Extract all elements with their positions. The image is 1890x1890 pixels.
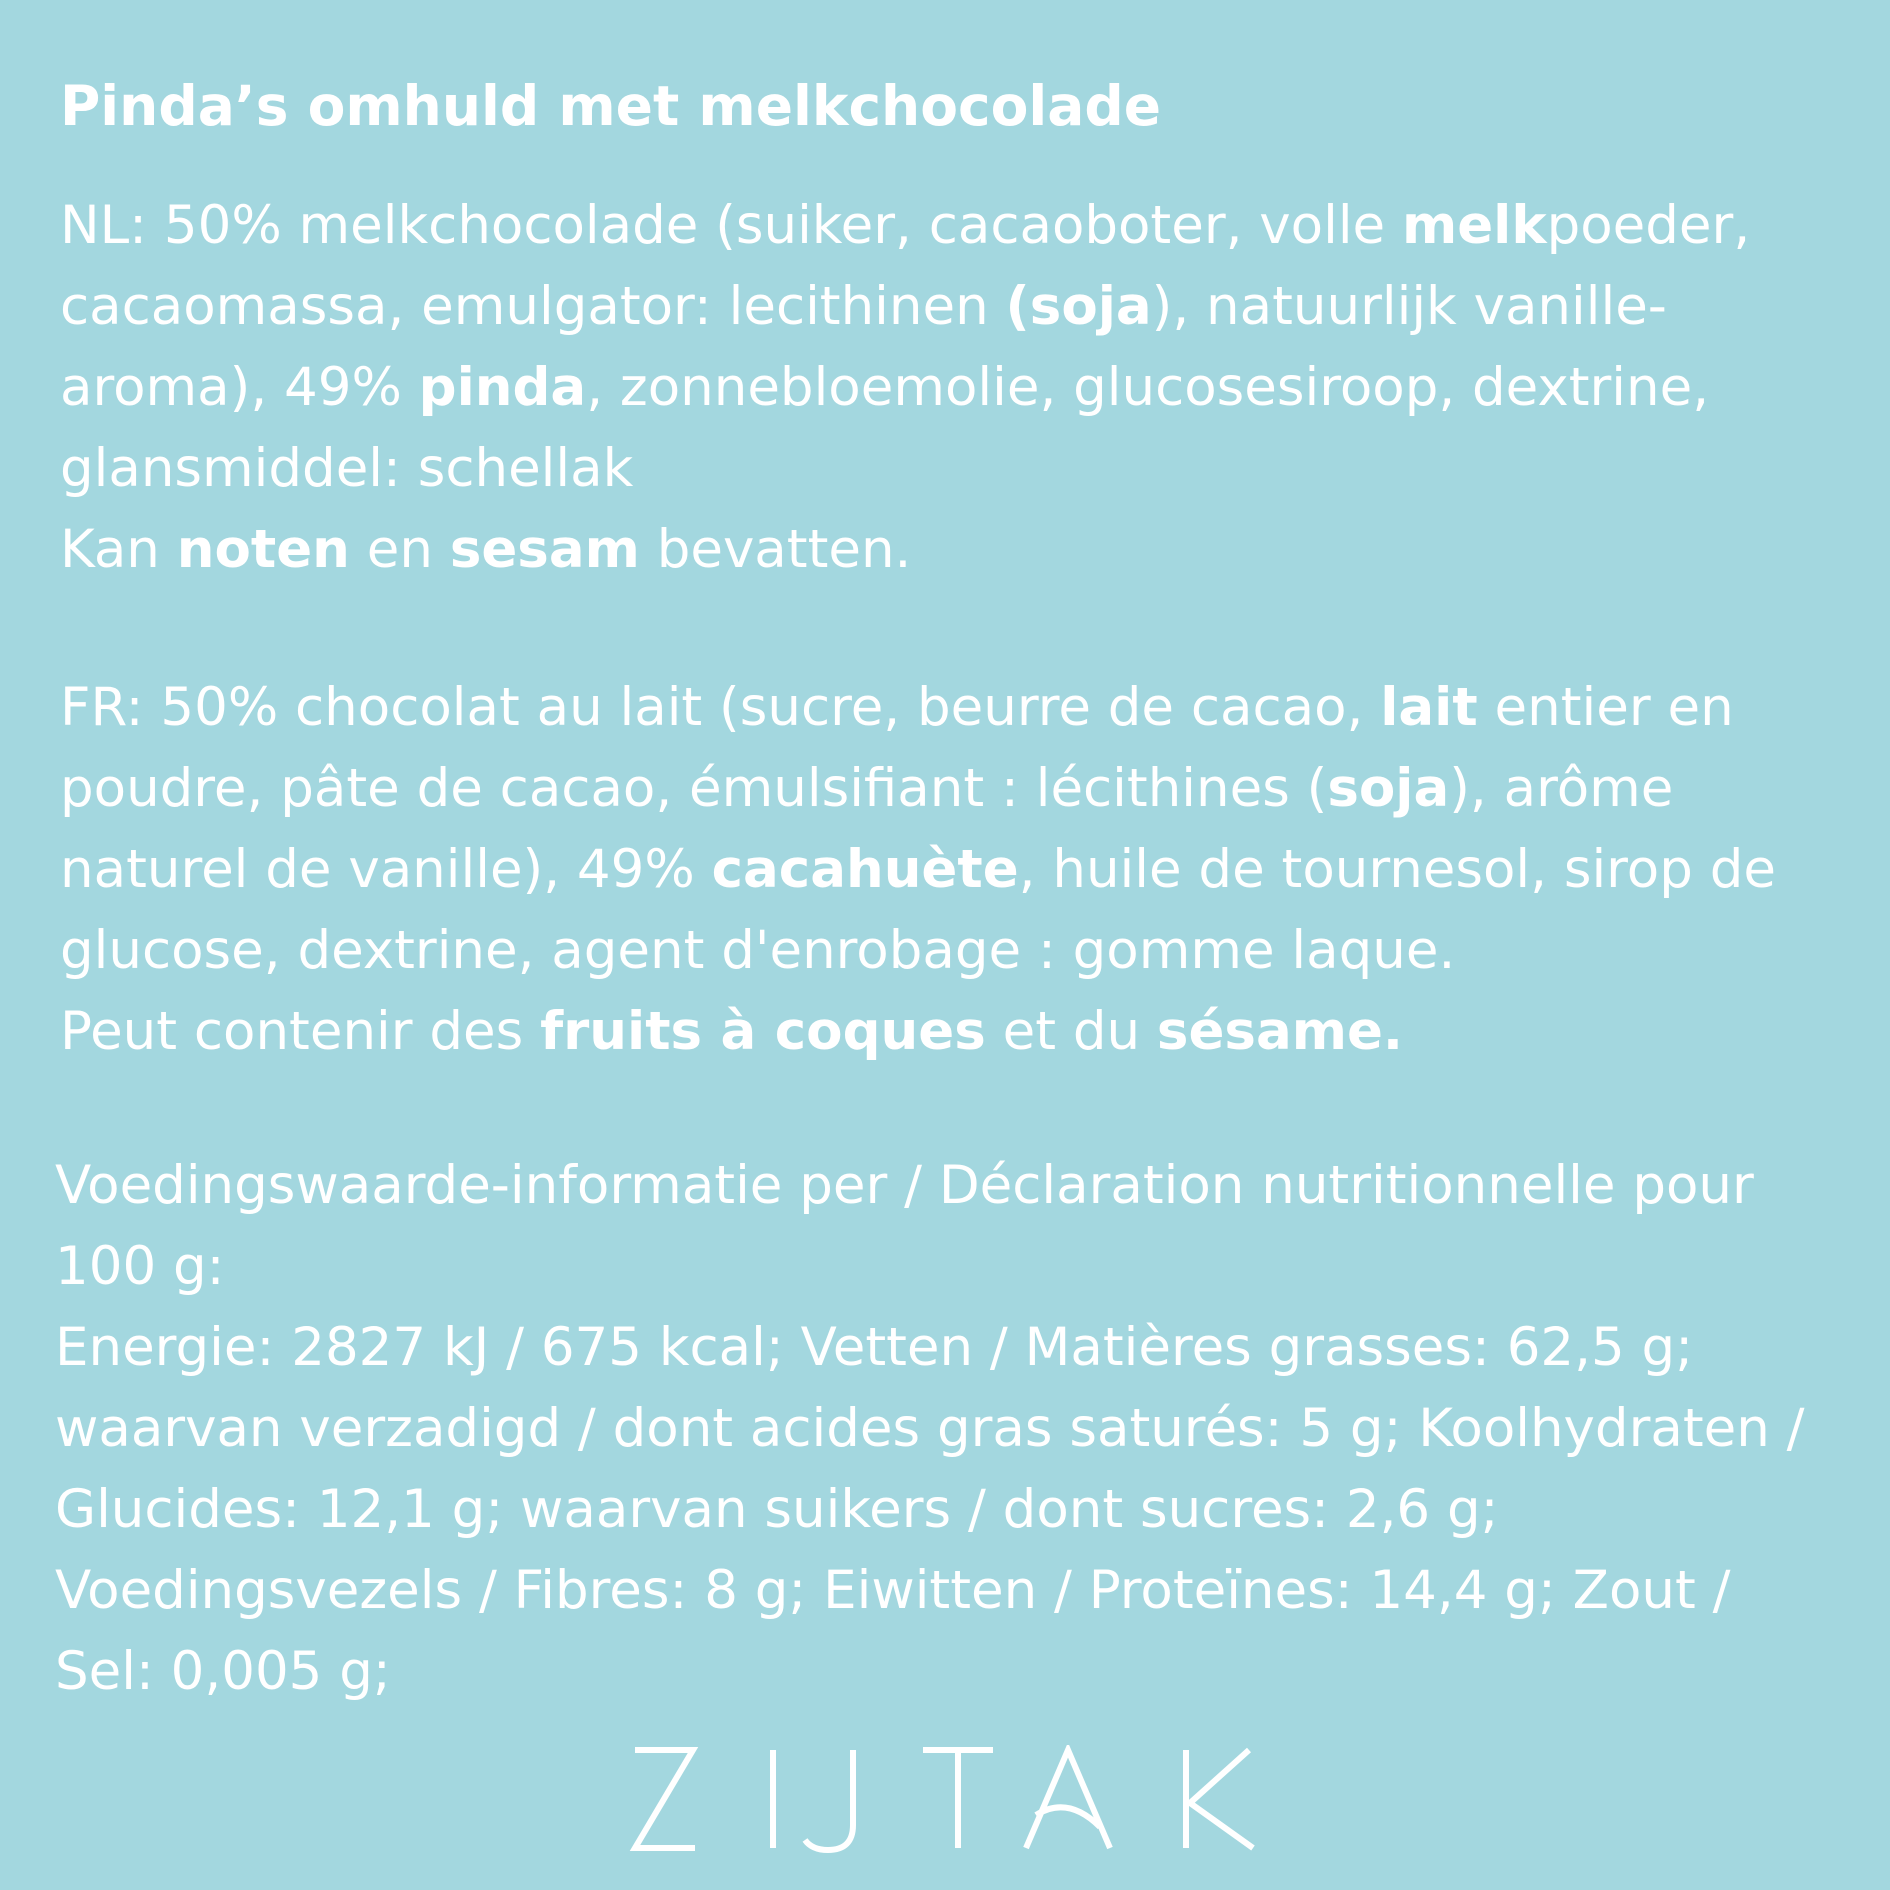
nutrition-line: waarvan verzadigd / dont acides gras saturés: 5 g; Koolhydraten / <box>55 1398 1805 1459</box>
nl-allergen-warning: Kan noten en sesam bevatten. <box>60 519 912 580</box>
nutrition-line: Glucides: 12,1 g; waarvan suikers / dont sucres: 2,6 g; <box>55 1479 1499 1540</box>
ingredients-fr <box>60 667 1776 1072</box>
allergen-peanut: cacahuète <box>711 839 1019 900</box>
allergen-nuts: fruits à coques <box>540 1001 986 1062</box>
allergen-soy: (soja <box>1005 276 1152 337</box>
fr-line-4: glucose, dextrine, agent d'enrobage : gomme laque. <box>60 920 1456 981</box>
allergen-peanut: pinda <box>418 357 587 418</box>
nutrition-line: Voedingsvezels / Fibres: 8 g; Eiwitten / Proteïnes: 14,4 g; Zout / <box>55 1560 1731 1621</box>
fr-line-2: poudre, pâte de cacao, émulsifiant : lécithines (soja), arôme <box>60 758 1674 819</box>
fr-line-1: FR: 50% chocolat au lait (sucre, beurre de cacao, lait entier en <box>60 677 1734 738</box>
product-title: Pinda’s omhuld met melkchocolade <box>60 74 1162 138</box>
fr-line-3: naturel de vanille), 49% cacahuète, huile de tournesol, sirop de <box>60 839 1776 900</box>
nl-line-4: glansmiddel: schellak <box>60 438 634 499</box>
allergen-sesame: sesam <box>449 519 640 580</box>
brand-logo <box>628 1745 1263 1855</box>
nutrition-line: Energie: 2827 kJ / 675 kcal; Vetten / Matières grasses: 62,5 g; <box>55 1317 1694 1378</box>
nutrition-line: Voedingswaarde-informatie per / Déclaration nutritionnelle pour <box>55 1155 1754 1216</box>
allergen-milk: melk <box>1402 195 1547 256</box>
nl-line-1: NL: 50% melkchocolade (suiker, cacaoboter, volle melkpoeder, <box>60 195 1751 256</box>
allergen-sesame: sésame. <box>1156 1001 1404 1062</box>
fr-allergen-warning: Peut contenir des fruits à coques et du sésame. <box>60 1001 1404 1062</box>
allergen-soy: soja <box>1327 758 1450 819</box>
nl-line-3: aroma), 49% pinda, zonnebloemolie, glucosesiroop, dextrine, <box>60 357 1710 418</box>
nl-line-2: cacaomassa, emulgator: lecithinen (soja), natuurlijk vanille- <box>60 276 1667 337</box>
nutrition-line: Sel: 0,005 g; <box>55 1641 391 1702</box>
allergen-milk: lait <box>1380 677 1478 738</box>
nutrition-line: 100 g: <box>55 1236 225 1297</box>
allergen-nuts: noten <box>176 519 350 580</box>
ingredients-nl <box>60 185 1750 590</box>
nutrition-info <box>55 1145 1805 1712</box>
